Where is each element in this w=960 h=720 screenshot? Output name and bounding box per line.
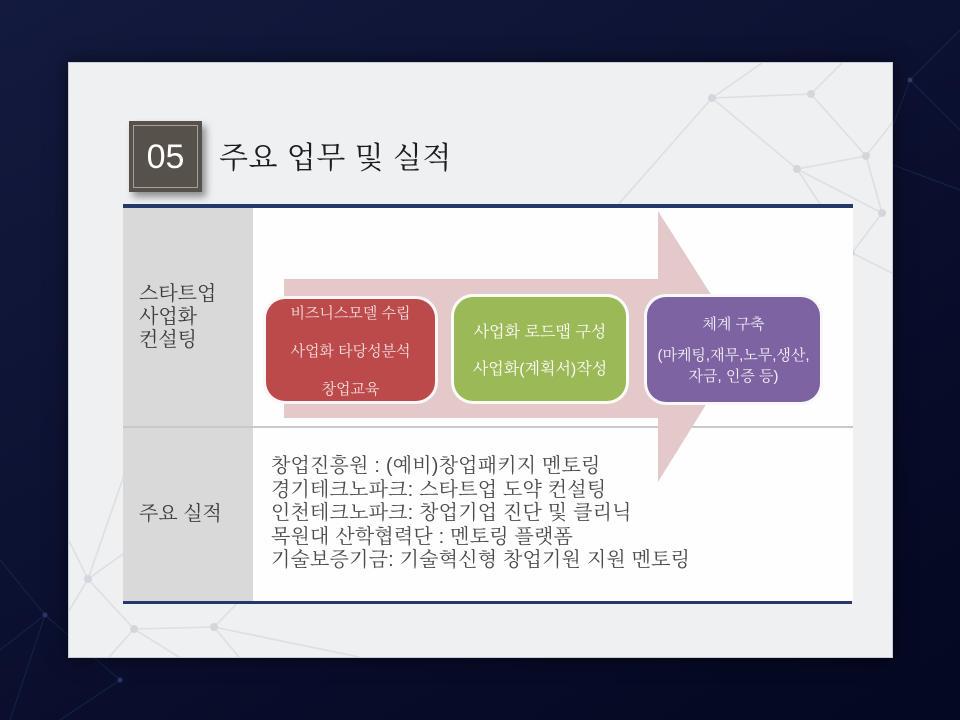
achievement-item: 목원대 산학협력단 : 멘토링 플랫폼 <box>271 525 574 548</box>
label-line: 컨설팅 <box>139 328 197 351</box>
section-number-badge <box>129 121 202 192</box>
step-line: 사업화 로드맵 구성 <box>473 324 607 341</box>
page-title: 주요 업무 및 실적 <box>219 142 452 175</box>
achievement-item: 경기테크노파크: 스타트업 도약 컨설팅 <box>271 478 607 501</box>
step-line: 체계 구축 <box>702 315 765 333</box>
step-line: 비즈니스모델 수립 <box>290 304 411 322</box>
step-line: 사업화(계획서)작성 <box>472 361 608 378</box>
process-step-roadmap <box>451 294 629 404</box>
row-label-text <box>123 283 216 352</box>
process-step-system-building <box>644 294 823 405</box>
step-line: 사업화 타당성분석 <box>290 342 411 360</box>
achievement-list <box>271 455 690 573</box>
row-label-startup-consulting <box>123 208 253 426</box>
slide <box>68 62 893 658</box>
row-label-achievements <box>123 428 253 601</box>
section-number: 05 <box>146 137 185 176</box>
bottom-divider-line <box>123 601 852 604</box>
achievement-item: 기술보증기금: 기술혁신형 창업기원 지원 멘토링 <box>271 549 691 571</box>
row-label-text <box>123 503 222 526</box>
achievement-item: 인천테크노파크: 창업기업 진단 및 클리닉 <box>271 502 632 524</box>
step-line: (마케팅,재무,노무,생산, <box>657 346 810 364</box>
achievement-item: 창업진흥원 : (예비)창업패키지 멘토링 <box>271 455 601 477</box>
step-line: 자금, 인증 등) <box>688 367 779 385</box>
label-line: 주요 실적 <box>139 503 222 525</box>
label-line: 사업화 <box>139 305 197 328</box>
step-line: 창업교육 <box>321 380 380 398</box>
process-step-business-model <box>263 296 438 404</box>
label-line: 스타트업 <box>139 282 217 305</box>
